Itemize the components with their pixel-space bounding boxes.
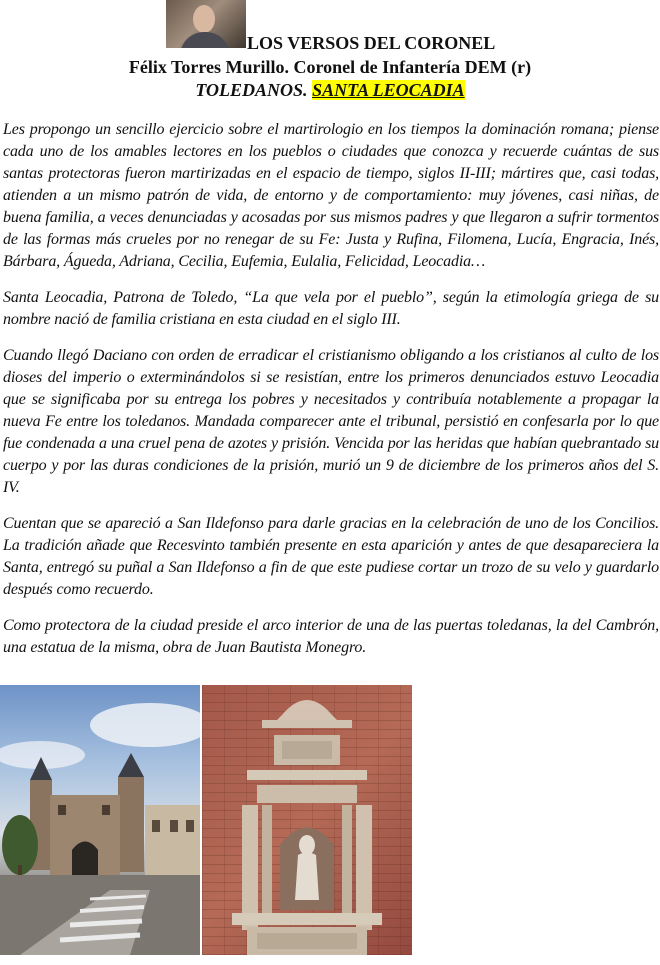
puerta-cambron-exterior-photo	[0, 685, 200, 955]
section-heading	[0, 79, 660, 101]
column-title: LOS VERSOS DEL CORONEL	[247, 33, 496, 53]
section-highlight: SANTA LEOCADIA	[312, 80, 465, 100]
photo-strip	[0, 685, 412, 955]
section-prefix: TOLEDANOS.	[195, 80, 308, 100]
santa-leocadia-statue-niche-photo	[202, 685, 412, 955]
article-header	[0, 0, 660, 104]
author-line: Félix Torres Murillo. Coronel de Infantería DEM (r)	[128, 57, 532, 77]
statue-niche-illustration	[202, 685, 412, 955]
gate-exterior-illustration	[0, 685, 200, 955]
paragraph-4: Cuentan que se apareció a San Ildefonso para darle gracias en la celebración de uno de los Concilios. La tradición añade que Recesvinto también presente en esta aparición y antes de que desapareciera la Santa, entregó su puñal a San Ildefonso a fin de que este pudiese cortar un trozo de su velo y guardarlo después como recuerdo.	[3, 515, 659, 598]
paragraph-3: Cuando llegó Daciano con orden de erradicar el cristianismo obligando a los cristianos al culto de los dioses del imperio o exterminándolos si se resistían, entre los primeros denunciados estuvo Leocadia que se significaba por su entrega los pobres y necesitados y contribuía notablemente a propagar la nueva Fe entre los toledanos. Mandada comparecer ante el tribunal, persistió en confesarla por lo que fue condenada a una cruel pena de azotes y prisión. Vencida por las heridas que habían quebrantado su cuerpo y por las duras condiciones de la prisión, murió un 9 de diciembre de los primeros años del S. IV.	[3, 347, 659, 496]
portrait-face	[193, 5, 215, 33]
paragraph-1: Les propongo un sencillo ejercicio sobre el martirologio en los tiempos la dominación romana; piense cada uno de los amables lectores en los pueblos o ciudades que conozca y recuerde cuántas de sus santas protectoras fueron martirizadas en el espacio de tiempo, siglos II-III; mártires que, casi todas, atienden a un mismo patrón de vida, de entorno y de comportamiento: muy jóvenes, casi niñas, de buena familia, a veces denunciadas y acosadas por sus mismos padres y que llegaron a sufrir tormentos de las formas más crueles por no renegar de su Fe: Justa y Rufina, Filomena, Lucía, Engracia, Inés, Bárbara, Águeda, Adriana, Cecilia, Eufemia, Eulalia, Felicidad, Leocadia…	[3, 121, 659, 270]
portrait-shoulders	[180, 32, 230, 48]
paragraph-2: Santa Leocadia, Patrona de Toledo, “La que vela por el pueblo”, según la etimología griega de su nombre nació de familia cristiana en esta ciudad en el siglo III.	[3, 289, 659, 328]
author-portrait-image	[166, 0, 246, 48]
paragraph-5: Como protectora de la ciudad preside el arco interior de una de las puertas toledanas, la del Cambrón, una estatua de la misma, obra de Juan Bautista Monegro.	[3, 617, 659, 656]
article-body	[3, 119, 659, 673]
